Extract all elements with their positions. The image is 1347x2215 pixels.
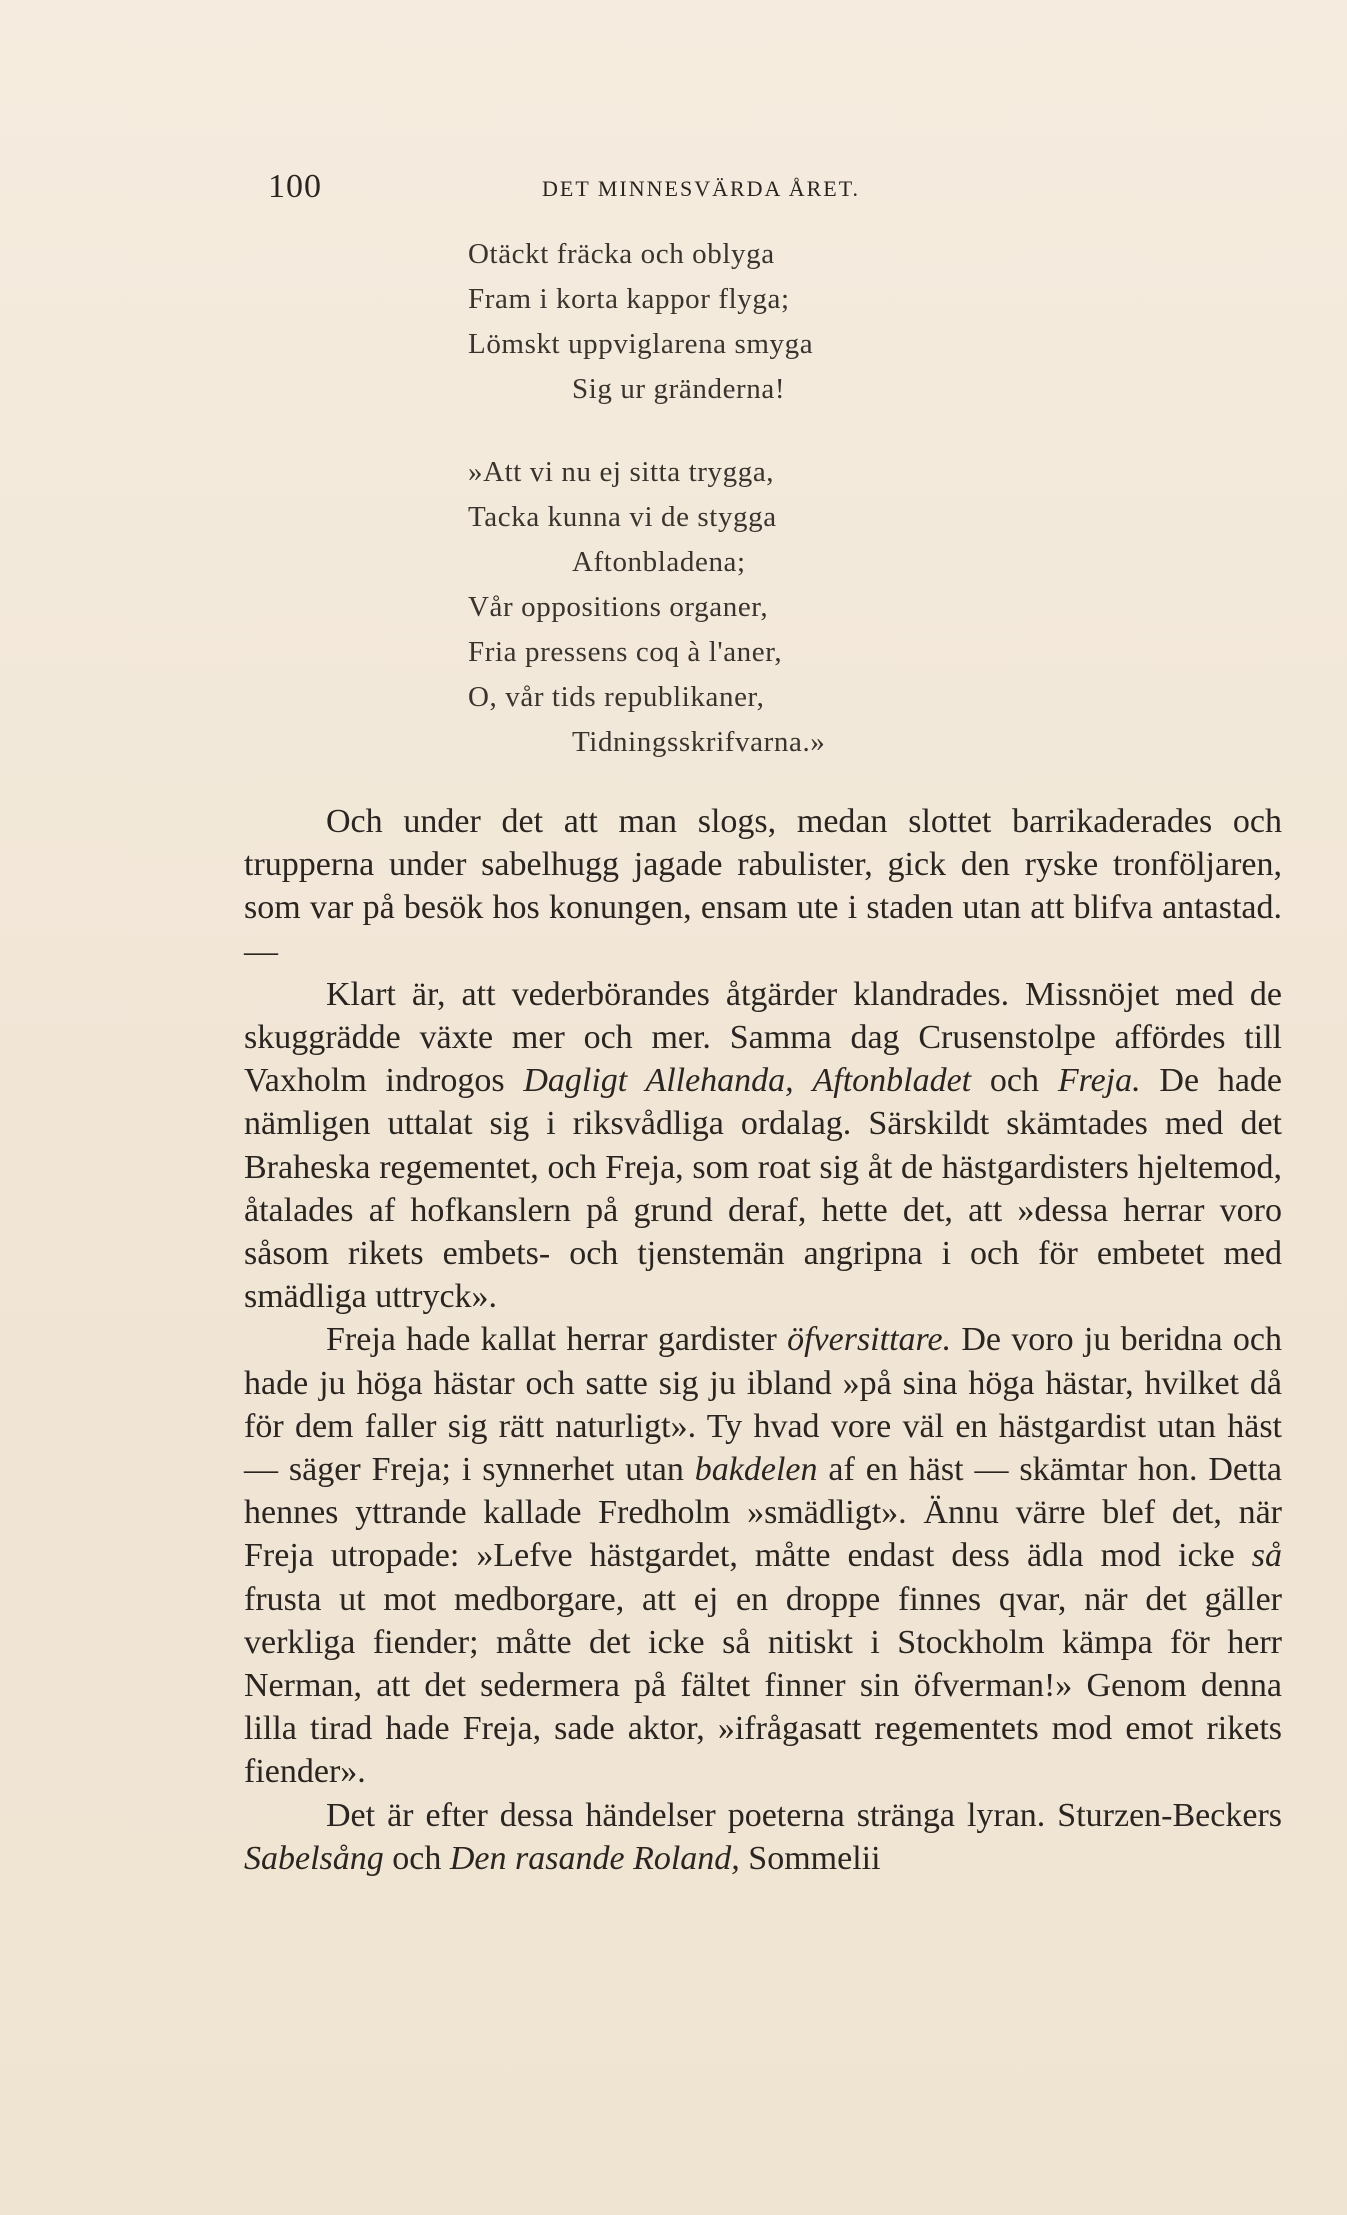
italic-word: bakdelen [694,1451,818,1489]
poem-line: Tidningsskrifvarna.» [572,726,826,758]
page-number: 100 [268,168,322,205]
italic-word: öfversittare. [787,1321,952,1359]
italic-title: Den rasande Roland, [449,1839,740,1877]
paragraph-text: Sommelii [739,1839,881,1877]
paragraph-text: af en häst — skämtar hon. Detta hennes yttrande kallade Fredholm »smädligt». Ännu värre blef det, när Freja utropade: »Lefve hästgardet, måtte endast dess ädla mod icke [244,1451,1282,1575]
poem-stanza-2 [468,450,1028,765]
italic-word: så [1251,1537,1282,1575]
paragraph-text [794,1062,813,1099]
poem-line: Otäckt fräcka och oblyga [468,238,775,270]
paragraph-text: och [383,1839,450,1877]
poem-line: Fria pressens coq à l'aner, [468,636,783,668]
poem-line: Lömskt uppviglarena smyga [468,328,814,360]
poem-line: Sig ur gränderna! [572,373,786,405]
italic-title: Freja. [1057,1062,1141,1100]
paragraph-2 [244,973,1282,1319]
italic-title: Aftonbladet [812,1062,972,1100]
paragraph-text: frusta ut mot medborgare, att ej en droppe finnes qvar, när det gäller verkliga fiender; måtte det icke så nitiskt i Stockholm kämpa för herr Nerman, att det sedermera på fältet finner sin öfverman!» Genom denna lilla tirad hade Freja, sade aktor, »ifrågasatt regementets mod emot rikets fiender». [244,1580,1282,1791]
poem-line: »Att vi nu ej sitta trygga, [468,456,775,488]
poem-line: Vår oppositions organer, [468,591,769,623]
paragraph-text: De hade nämligen uttalat sig i riksvådliga ordalag. Särskildt skämtades med det Braheska regementet, och Freja, som roat sig åt de hästgardisters hjeltemod, åtalades af hofkanslern på grund deraf, hette det, att »dessa herrar voro såsom rikets embets- och tjenstemän angripna i och för embetet med smädliga uttryck». [244,1062,1283,1316]
prose-body [244,800,1282,1880]
paragraph-text: Klart är, att vederbörandes åtgärder klandrades. Missnöjet med de skuggrädde växte mer och mer. Samma dag Crusenstolpe affördes till Vaxholm indrogos [244,975,1282,1100]
poem-line: O, vår tids republikaner, [468,681,765,713]
poem [468,232,1028,803]
poem-line: Fram i korta kappor flyga; [468,283,790,315]
italic-title: Sabelsång [244,1839,384,1877]
paragraph-3 [244,1318,1282,1793]
running-head: DET MINNESVÄRDA ÅRET. [542,176,861,201]
paragraph-text: och [971,1062,1058,1100]
poem-line: Aftonbladena; [572,546,746,578]
page-header [268,168,968,218]
paragraph-text: Det är efter dessa händelser poeterna stränga lyran. Sturzen-Beckers [326,1796,1282,1834]
italic-title: Dagligt Allehanda, [523,1062,794,1100]
paragraph-text: Freja hade kallat herrar gardister [326,1321,788,1359]
poem-stanza-1 [468,232,1028,412]
paragraph-1: Och under det att man slogs, medan slottet barrikaderades och trupperna under sabelhugg jagade rabulister, gick den ryske tronföljaren, som var på besök hos konungen, ensam ute i staden utan att blifva antastad. — [244,803,1282,970]
paragraph-4 [244,1794,1282,1880]
poem-line: Tacka kunna vi de stygga [468,501,777,533]
paragraph-text: De voro ju beridna och hade ju höga hästar och satte sig ju ibland »på sina höga hästar, hvilket då för dem faller sig rätt naturligt». Ty hvad vore väl en hästgardist utan häst — säger Freja; i synnerhet utan [244,1321,1282,1489]
